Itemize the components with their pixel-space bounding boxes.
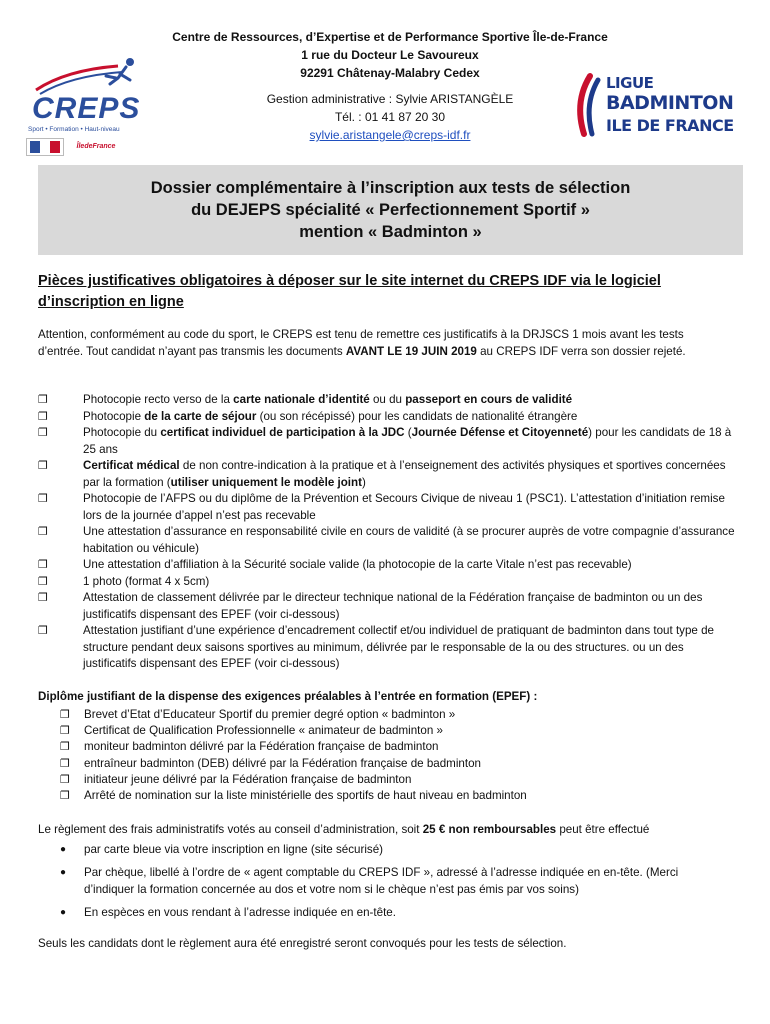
checkbox-icon[interactable]: ❐	[38, 575, 48, 588]
checkbox-icon[interactable]: ❐	[60, 741, 70, 754]
creps-tagline: Sport • Formation • Haut-niveau	[28, 126, 120, 133]
payment-methods	[60, 841, 730, 927]
checkbox-icon[interactable]: ❐	[60, 757, 70, 770]
title-line2: du DEJEPS spécialité « Perfectionnement Sportif »	[191, 201, 590, 219]
creps-wordmark: CREPS	[32, 92, 141, 125]
intro-text: Attention, conformément au code du sport, le CREPS est tenu de remettre ces justificatifs à la DRJSCS 1 mois avant les tests d’entrée. Tout candidat n’ayant pas transmis les documents	[38, 328, 684, 358]
list-item: ● Par chèque, libellé à l’ordre de « agent comptable du CREPS IDF », adressé à l’adresse indiquée en en-tête. (Merci d’indiquer la formation concernée au dos et votre nom si le chèque n’est pas émis par vos soins)	[60, 866, 679, 896]
checkbox-icon[interactable]: ❐	[38, 460, 48, 472]
list-item: ❐ Photocopie du certificat individuel de participation à la JDC (Journée Défense et Citoyenneté) pour les candidats de 18 à 25 ans	[38, 425, 738, 458]
list-item: ❐ Une attestation d’affiliation à la Sécurité sociale valide (la photocopie de la carte Vitale n’est pas recevable)	[38, 557, 738, 574]
ligue-line3: ILE DE FRANCE	[606, 116, 734, 135]
intro-paragraph	[38, 327, 728, 360]
checkbox-icon[interactable]: ❐	[38, 410, 48, 423]
checkbox-icon[interactable]: ❐	[60, 725, 70, 738]
shuttlecock-icon	[570, 72, 604, 142]
checkbox-icon[interactable]: ❐	[38, 427, 48, 439]
ligue-line1: LIGUE	[606, 74, 654, 92]
fees-text-end: peut être effectué	[556, 823, 650, 836]
list-item: ❐ Certificat de Qualification Professionnelle « animateur de badminton »	[60, 723, 710, 739]
checkbox-icon[interactable]: ❐	[60, 709, 70, 721]
checkbox-icon[interactable]: ❐	[38, 559, 48, 571]
section-heading: Pièces justificatives obligatoires à déposer sur le site internet du CREPS IDF via le logiciel d’inscription en ligne	[38, 273, 661, 310]
list-item: ❐ 1 photo (format 4 x 5cm)	[38, 574, 738, 591]
creps-logo	[26, 56, 144, 156]
fees-text: Le règlement des frais administratifs votés au conseil d’administration, soit	[38, 823, 423, 836]
contact-name: Gestion administrative : Sylvie ARISTANGÈLE	[266, 92, 514, 106]
list-item: ❐ entraîneur badminton (DEB) délivré par la Fédération française de badminton	[60, 756, 710, 772]
epef-heading: Diplôme justifiant de la dispense des exigences préalables à l’entrée en formation (EPEF) :	[38, 690, 538, 703]
list-item: ❐ Attestation de classement délivrée par le directeur technique national de la Fédération française de badminton ou un des justificatifs dispensant des EPEF (voir ci-dessous)	[38, 590, 738, 623]
region-logo: ÎledeFrance	[76, 142, 116, 150]
list-item: ● En espèces en vous rendant à l’adresse indiquée en en-tête.	[60, 906, 396, 919]
intro-text-end: au CREPS IDF verra son dossier rejeté.	[476, 344, 686, 358]
list-item: ❐ Photocopie de l’AFPS ou du diplôme de la Prévention et Secours Civique de niveau 1 (PSC1). L’attestation d’initiation remise lors de la journée d’appel n’est pas recevable	[38, 491, 738, 524]
list-item: ❐ Brevet d’Etat d’Educateur Sportif du premier degré option « badminton »	[60, 707, 710, 723]
checkbox-icon[interactable]: ❐	[38, 625, 48, 637]
contact-phone: Tél. : 01 41 87 20 30	[334, 110, 446, 124]
ligue-line2: BADMINTON	[606, 92, 734, 114]
list-item: ❐ initiateur jeune délivré par la Fédération française de badminton	[60, 772, 710, 788]
fee-amount: 25 € non remboursables	[422, 823, 557, 836]
list-item: ❐ Certificat médical de non contre-indication à la pratique et à l’enseignement des activités physiques et sportives concernées par la formation (utiliser uniquement le modèle joint)	[38, 458, 738, 491]
list-item: ❐ moniteur badminton délivré par la Fédération française de badminton	[60, 739, 710, 755]
republique-logo	[26, 138, 64, 156]
ligue-badminton-logo	[570, 72, 734, 142]
checkbox-icon[interactable]: ❐	[60, 790, 70, 803]
document-title	[38, 165, 743, 255]
checkbox-icon[interactable]: ❐	[60, 773, 70, 786]
list-item: ❐ Arrêté de nomination sur la liste ministérielle des sportifs de haut niveau en badminton	[60, 788, 710, 804]
documents-checklist	[38, 392, 738, 673]
runner-icon	[26, 56, 144, 96]
title-line1: Dossier complémentaire à l’inscription aux tests de sélection	[150, 179, 631, 197]
letterhead	[150, 28, 630, 144]
org-street: 1 rue du Docteur Le Savoureux	[301, 48, 479, 62]
contact-email-link[interactable]: sylvie.aristangele@creps-idf.fr	[309, 128, 471, 142]
list-item: ❐ Photocopie recto verso de la carte nationale d’identité ou du passeport en cours de validité	[38, 392, 738, 409]
bullet-icon: ●	[60, 907, 67, 918]
flag-icon	[30, 141, 60, 153]
list-item: ❐ Attestation justifiant d’une expérience d’encadrement collectif et/ou individuel de pratiquant de badminton dans tout type de structure pendant deux saisons sportives au minimum, délivrée par le responsable de la ou des structures. ou un des justificatifs dispensant des EPEF (voir ci-dessous)	[38, 623, 738, 673]
checkbox-icon[interactable]: ❐	[38, 394, 48, 406]
bullet-icon: ●	[60, 867, 67, 878]
checkbox-icon[interactable]: ❐	[38, 493, 48, 505]
checkbox-icon[interactable]: ❐	[38, 526, 48, 538]
deadline: AVANT LE 19 JUIN 2019	[345, 344, 477, 358]
org-city: 92291 Châtenay-Malabry Cedex	[300, 66, 480, 80]
list-item: ❐ Photocopie de la carte de séjour (ou son récépissé) pour les candidats de nationalité étrangère	[38, 409, 738, 426]
list-item: ● par carte bleue via votre inscription en ligne (site sécurisé)	[60, 843, 384, 856]
fees-paragraph	[38, 822, 738, 839]
title-line3: mention « Badminton »	[299, 223, 482, 241]
checkbox-icon[interactable]: ❐	[38, 592, 48, 604]
org-name: Centre de Ressources, d’Expertise et de Performance Sportive Île-de-France	[172, 30, 608, 44]
epef-checklist	[60, 707, 710, 804]
closing-note: Seuls les candidats dont le règlement aura été enregistré seront convoqués pour les tests de sélection.	[38, 937, 567, 950]
list-item: ❐ Une attestation d’assurance en responsabilité civile en cours de validité (à se procurer auprès de votre compagnie d’assurance habitation ou véhicule)	[38, 524, 738, 557]
bullet-icon: ●	[60, 844, 67, 855]
